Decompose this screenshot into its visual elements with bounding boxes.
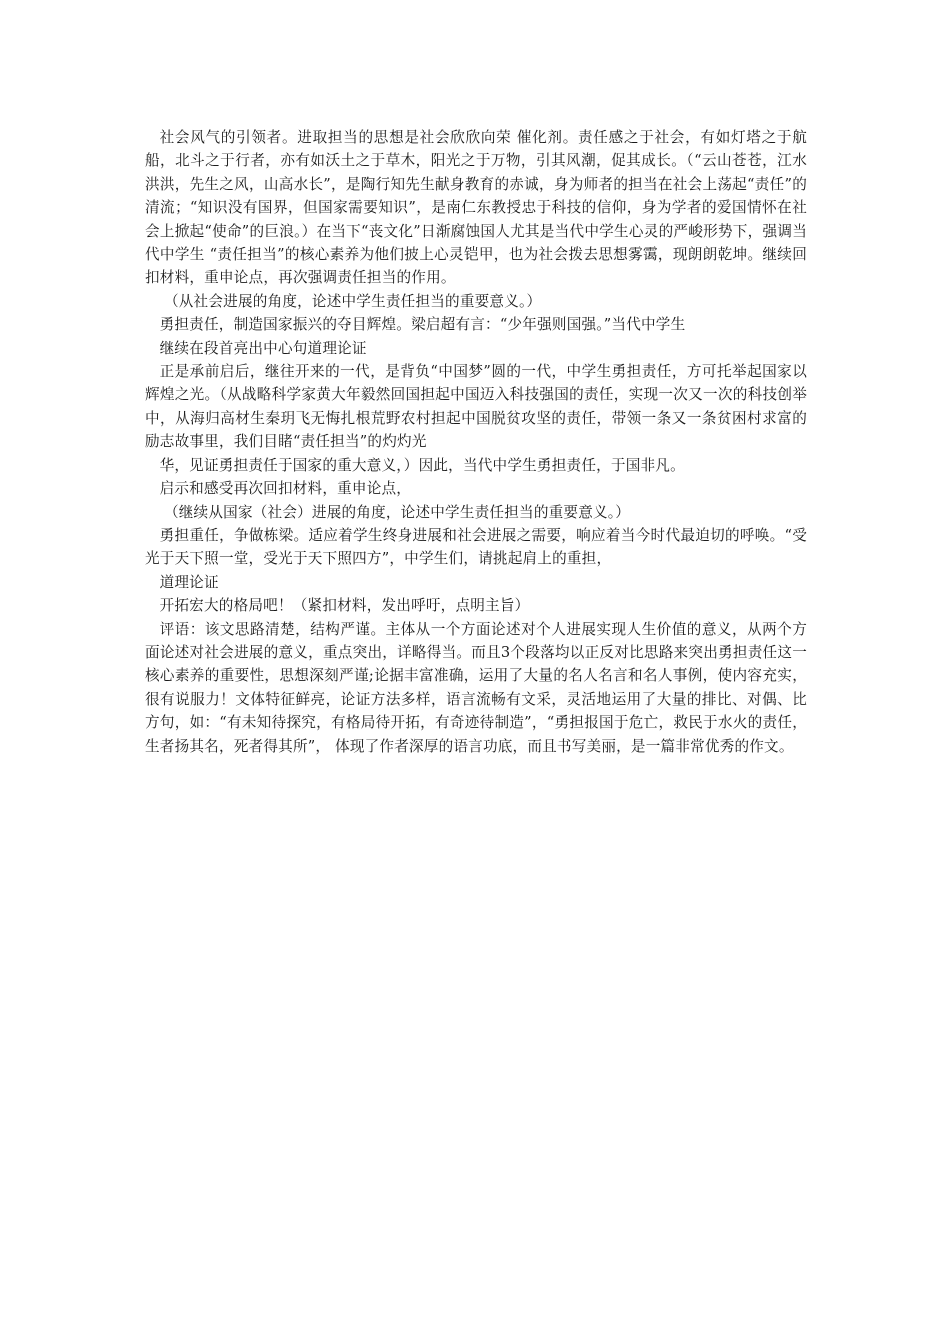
paragraph-closing-call: 开拓宏大的格局吧！（紧扣材料，发出呼吁，点明主旨） (159, 597, 530, 615)
paragraph-teacher-comment: 评语：该文思路清楚，结构严谨。主体从一个方面论述对个人进展实现人生价值的意义，从两个方面论述对社会进展的意义，重点突出，详略得当。而且3个段落均以正反对比思路来突出勇担责任这一核心素养的重要性，思想深刻严谨;论据丰富准确，运用了大量的名人名言和名人事例，使内容充实，很有说服力！文体特征鲜亮，论证方法多样，语言流畅有文采，灵活地运用了大量的排比、对偶、比方句，如：“有未知待探究，有格局待开拓，有奇迹待制造”，“勇担报国于危亡，救民于水火的责任，生者扬其名，死者得其所”， 体现了作者深厚的语言功底，而且书写美丽，是一篇非常优秀的作文。 (145, 620, 807, 755)
paragraph-national-glory-intro: 勇担责任，制造国家振兴的夺目辉煌。梁启超有言：“少年强则国强。”当代中学生 (159, 316, 686, 334)
annotation-reasoning: 道理论证 (159, 573, 219, 591)
document-body (145, 126, 807, 758)
annotation-restate-thesis: 启示和感受再次回扣材料，重申论点， (159, 480, 412, 498)
annotation-central-sentence: 继续在段首亮出中心句道理论证 (159, 339, 367, 357)
annotation-national-angle: （继续从国家（社会）进展的角度，论述中学生责任担当的重要意义。） (163, 503, 631, 521)
paragraph-national-glory-conclusion: 华，见证勇担责任于国家的重大意义，）因此，当代中学生勇担责任，于国非凡。 (159, 456, 685, 474)
annotation-social-angle: （从社会进展的角度，论述中学生责任担当的重要意义。） (163, 292, 542, 310)
paragraph-shoulder-burden: 勇担重任，争做栋梁。适应着学生终身进展和社会进展之需要，响应着当今时代最迫切的呼唤。“受光于天下照一堂，受光于天下照四方”，中学生们，请挑起肩上的重担， (145, 526, 807, 568)
paragraph-social-influence: 社会风气的引领者。进取担当的思想是社会欣欣向荣 催化剂。责任感之于社会，有如灯塔之于航船，北斗之于行者，亦有如沃土之于草木，阳光之于万物，引其风潮，促其成长。（“云山苍苍，江水洪洪，先生之风，山高水长”，是陶行知先生献身教育的赤诚，身为师者的担当在社会上荡起“责任”的清流；“知识没有国界，但国家需要知识”，是南仁东教授忠于科技的信仰，身为学者的爱国情怀在社会上掀起“使命”的巨浪。）在当下“丧文化”日渐腐蚀国人尤其是当代中学生心灵的严峻形势下，强调当代中学生 “责任担当”的核心素养为他们披上心灵铠甲，也为社会拨去思想雾霭，现朗朗乾坤。继续回扣材料，重申论点，再次强调责任担当的作用。 (145, 129, 807, 287)
paragraph-national-glory-body: 正是承前启后，继往开来的一代，是背负“中国梦”圆的一代，中学生勇担责任，方可托举起国家以辉煌之光。（从战略科学家黄大年毅然回国担起中国迈入科技强国的责任，实现一次又一次的科技创举中，从海归高材生秦玥飞无悔扎根荒野农村担起中国脱贫攻坚的责任，带领一条又一条贫困村求富的励志故事里，我们目睹“责任担当”的灼灼光 (145, 363, 807, 451)
